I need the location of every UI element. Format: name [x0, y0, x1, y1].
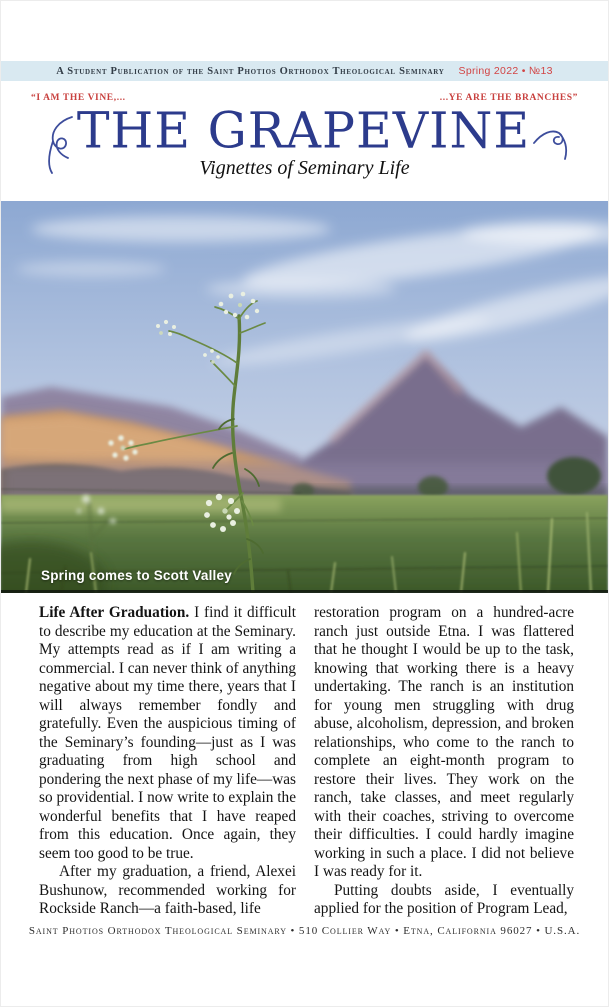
vine-quote-left: “I AM THE VINE,... — [31, 93, 126, 103]
article-text: I find it difficult to describe my education at the Seminary. My attempts read as if I am writing a commercial. I can never think of anything negative about my time there, years that I will always remember fondly and gratefully. Even the auspicious timing of the Seminary’s founding—just as I was graduating from high school and pondering the next phase of my life—was so providential. I now write to explain the wonderful benefits that I have reaped from this education. Once again, they seem too good to be true. — [39, 604, 296, 862]
masthead-title-row — [1, 101, 608, 161]
article-paragraph: Putting doubts aside, I eventually applied for the position of Program Lead, — [314, 881, 574, 917]
article-column-right — [314, 604, 574, 919]
vine-quote-right: ...YE ARE THE BRANCHES” — [439, 93, 578, 103]
valley-photo — [1, 201, 608, 593]
article-lead-in: Life After Graduation. — [39, 604, 190, 621]
issue-banner — [1, 61, 608, 81]
photo-caption: Spring comes to Scott Valley — [41, 568, 232, 583]
masthead-subtitle: Vignettes of Seminary Life — [199, 157, 410, 179]
footer-address: Saint Photios Orthodox Theological Seminary • 510 Collier Way • Etna, California 96027 • U.S.A. — [28, 925, 581, 937]
article-column-left — [39, 604, 296, 919]
article-paragraph: restoration program on a hundred-acre ranch just outside Etna. I was flattered that he thought I would be up to the task, knowing that working there is a heavy undertaking. The ranch is an institution for young men struggling with drug abuse, alcoholism, depression, and broken relationships, who come to the ranch to complete an eight-month program to restore their lives. They work on the ranch, take classes, and meet regularly with their coaches, striving to overcome their difficulties. I could hardly imagine working in such a place. I did not believe I was ready for it. — [314, 604, 574, 880]
valley-photo-illustration — [1, 201, 608, 593]
article-paragraph: After my graduation, a friend, Alexei Bushunow, recommended working for Rockside Ranch—a faith-based, life — [39, 863, 296, 917]
photo-bottom-edge — [1, 590, 608, 593]
article-paragraph — [39, 604, 296, 863]
issue-date: Spring 2022 • №13 — [458, 65, 553, 77]
publication-line: A Student Publication of the Saint Photios Orthodox Theological Seminary — [56, 65, 445, 77]
masthead-title: THE GRAPEVINE — [76, 101, 531, 160]
